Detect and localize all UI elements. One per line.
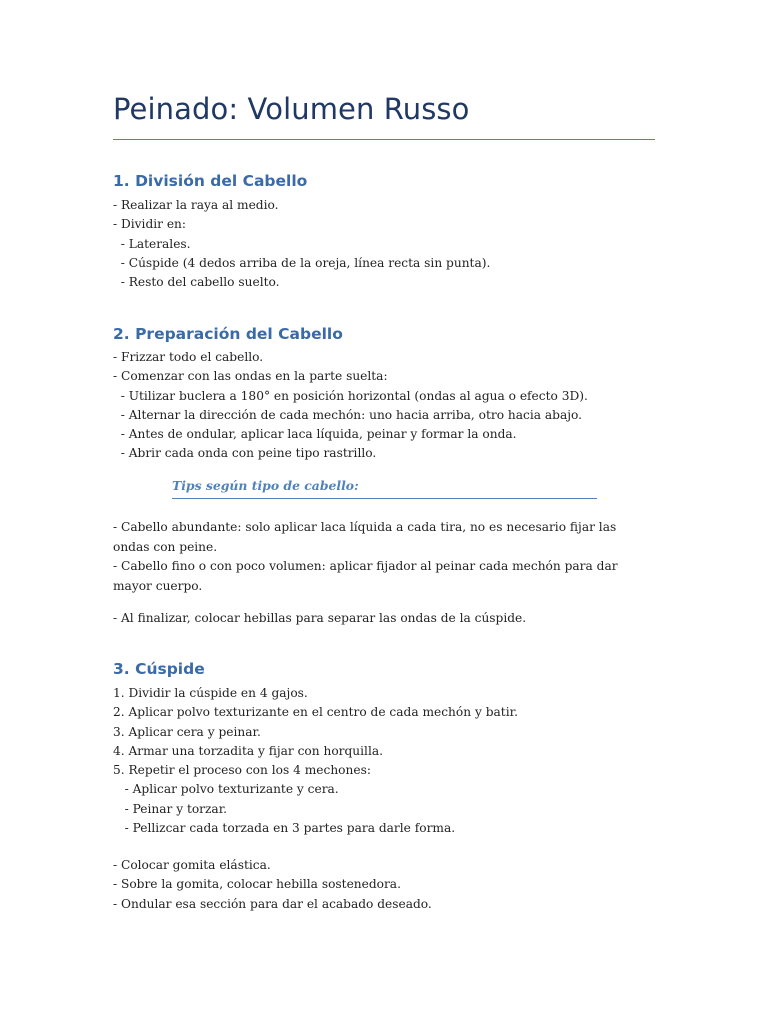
section-1-line: - Dividir en: [113, 217, 187, 232]
section-3-line: 3. Aplicar cera y peinar. [113, 724, 261, 739]
section-3-line: 5. Repetir el proceso con los 4 mechones: [113, 763, 371, 778]
section-3-list [113, 684, 518, 838]
section-1-line: - Laterales. [113, 236, 191, 251]
section-3-line: 4. Armar una torzadita y fijar con horquilla. [113, 743, 383, 758]
section-2-line: - Alternar la dirección de cada mechón: uno hacia arriba, otro hacia abajo. [113, 407, 582, 422]
tips-heading: Tips según tipo de cabello: [172, 478, 359, 493]
tips-text: - Cabello abundante: solo aplicar laca líquida a cada tira, no es necesario fijar las ondas con peine. - Cabello fino o con poco volumen: aplicar fijador al peinar cada mechón para dar mayor cuerpo. [113, 520, 618, 593]
section-2-line: - Frizzar todo el cabello. [113, 350, 264, 364]
section-2-line: - Abrir cada onda con peine tipo rastrillo. [113, 446, 377, 461]
section-2-heading: 2. Preparación del Cabello [113, 325, 343, 343]
section-3-heading: 3. Cúspide [113, 660, 205, 678]
section-2-list [113, 348, 588, 464]
section-3-extra-list [113, 856, 432, 914]
document-title: Peinado: Volumen Russo [113, 92, 470, 126]
tips-underline [172, 498, 597, 499]
section-3-extra-line: - Colocar gomita elástica. [113, 858, 271, 872]
final-note: - Al finalizar, colocar hebillas para separar las ondas de la cúspide. [113, 611, 527, 625]
section-2-line: - Antes de ondular, aplicar laca líquida, peinar y formar la onda. [113, 427, 517, 442]
section-3-line: - Peinar y torzar. [113, 801, 228, 816]
title-underline [113, 139, 655, 140]
section-1-heading: 1. División del Cabello [113, 172, 308, 190]
section-3-line: - Pellizcar cada torzada en 3 partes para darle forma. [113, 821, 456, 836]
section-3-extra-line: - Ondular esa sección para dar el acabado deseado. [113, 896, 432, 911]
section-3-line: - Aplicar polvo texturizante y cera. [113, 782, 339, 797]
section-1-line: - Cúspide (4 dedos arriba de la oreja, línea recta sin punta). [113, 255, 491, 270]
section-1-list [113, 196, 490, 292]
section-1-line: - Realizar la raya al medio. [113, 198, 279, 212]
section-3-line: 1. Dividir la cúspide en 4 gajos. [113, 686, 308, 700]
section-1-line: - Resto del cabello suelto. [113, 275, 280, 290]
section-3-line: 2. Aplicar polvo texturizante en el centro de cada mechón y batir. [113, 705, 518, 720]
section-2-line: - Comenzar con las ondas en la parte suelta: [113, 369, 388, 384]
section-3-extra-line: - Sobre la gomita, colocar hebilla sostenedora. [113, 877, 401, 892]
section-2-line: - Utilizar buclera a 180° en posición horizontal (ondas al agua o efecto 3D). [113, 388, 588, 403]
